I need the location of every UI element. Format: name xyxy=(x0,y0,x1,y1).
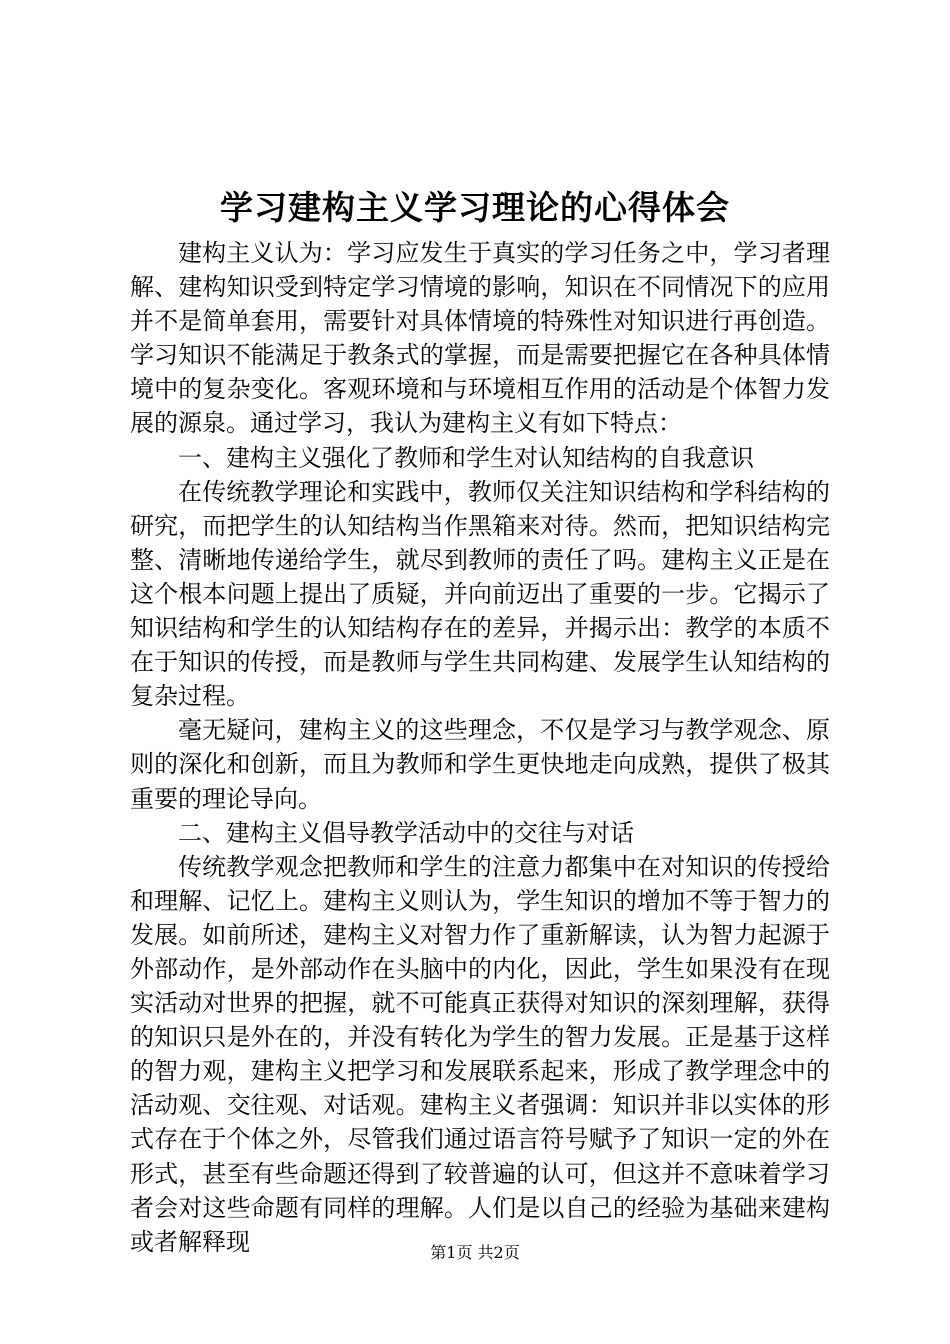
paragraph-section-1-b: 毫无疑问，建构主义的这些理念，不仅是学习与教学观念、原则的深化和创新，而且为教师和学生更快地走向成熟，提供了极其重要的理论导向。 xyxy=(130,716,830,813)
section-heading-1: 一、建构主义强化了教师和学生对认知结构的自我意识 xyxy=(178,443,754,472)
section-heading-2: 二、建构主义倡导教学活动中的交往与对话 xyxy=(178,818,634,847)
paragraph-section-1-a: 在传统教学理论和实践中，教师仅关注知识结构和学科结构的研究，而把学生的认知结构当作黑箱来对待。然而，把知识结构完整、清晰地传递给学生，就尽到教师的责任了吗。建构主义正是在这个根本问题上提出了质疑，并向前迈出了重要的一步。它揭示了知识结构和学生的认知结构存在的差异，并揭示出：教学的本质不在于知识的传授，而是教师与学生共同构建、发展学生认知结构的复杂过程。 xyxy=(130,477,830,711)
document-title: 学习建构主义学习理论的心得体会 xyxy=(220,188,730,227)
page-footer: 第1页 共2页 xyxy=(430,1243,520,1262)
paragraph-intro: 建构主义认为：学习应发生于真实的学习任务之中，学习者理解、建构知识受到特定学习情境的影响，知识在不同情况下的应用并不是简单套用，需要针对具体情境的特殊性对知识进行再创造。学习知识不能满足于教条式的掌握，而是需要把握它在各种具体情境中的复杂变化。客观环境和与环境相互作用的活动是个体智力发展的源泉。通过学习，我认为建构主义有如下特点： xyxy=(130,239,830,438)
paragraph-section-2-a: 传统教学观念把教师和学生的注意力都集中在对知识的传授给和理解、记忆上。建构主义则认为，学生知识的增加不等于智力的发展。如前所述，建构主义对智力作了重新解读，认为智力起源于外部动作，是外部动作在头脑中的内化，因此，学生如果没有在现实活动对世界的把握，就不可能真正获得对知识的深刻理解，获得的知识只是外在的，并没有转化为学生的智力发展。正是基于这样的智力观，建构主义把学习和发展联系起来，形成了教学理念中的活动观、交往观、对话观。建构主义者强调：知识并非以实体的形式存在于个体之外，尽管我们通过语言符号赋予了知识一定的外在形式，甚至有些命题还得到了较普遍的认可，但这并不意味着学习者会对这些命题有同样的理解。人们是以自己的经验为基础来建构或者解释现 xyxy=(130,852,830,1256)
document-body xyxy=(130,236,830,1259)
